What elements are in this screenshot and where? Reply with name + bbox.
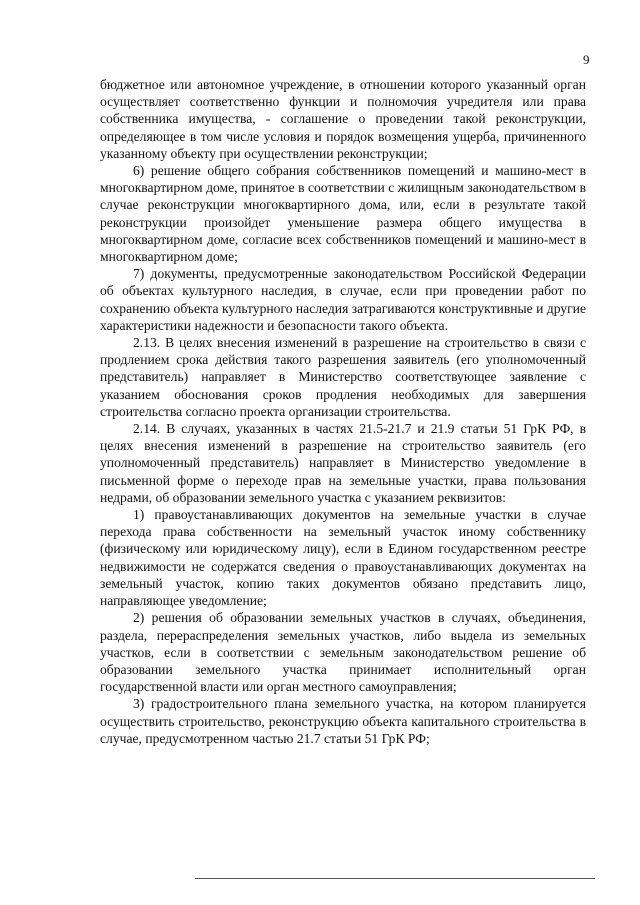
paragraph-2-13: 2.13. В целях внесения изменений в разрешение на строительство в связи с продлением срока действия такого разрешения заявитель (его уполномоченный представитель) направляет в Министерство соответствующее заявление с указанием обоснования сроков продления необходимых для завершения строительства согласно проекта организации строительства. <box>100 335 586 419</box>
paragraph-subitem-2: 2) решения об образовании земельных участков в случаях, объединения, раздела, перераспределения земельных участков, либо выдела из земельных участков, если в соответствии с земельным законодательством решение об образовании земельного участка принимает исполнительный орган государственной власти или орган местного самоуправления; <box>100 610 586 695</box>
paragraph-subitem-3: 3) градостроительного плана земельного участка, на котором планируется осуществить строительство, реконструкцию объекта капитального строительства в случае, предусмотренном частью 21.7 статьи 51 ГрК РФ; <box>100 696 586 746</box>
footer-divider <box>195 878 595 879</box>
paragraph-subitem-1: 1) правоустанавливающих документов на земельные участки в случае перехода права собственности на земельный участок иному собственнику (физическому или юридическому лицу), если в Едином государственном реестре недвижимости не содержатся сведения о правоустанавливающих документах на земельный участок, копию таких документов обязано представить лицо, направляющее уведомление; <box>100 507 586 609</box>
paragraph-item-6: 6) решение общего собрания собственников помещений и машино-мест в многоквартирном доме, принятое в соответствии с жилищным законодательством в случае реконструкции многоквартирного дома, или, если в результате такой реконструкции произойдет уменьшение размера общего имущества в многоквартирном доме, согласие всех собственников помещений и машино-мест в многоквартирном доме; <box>100 163 586 265</box>
paragraph-continuation: бюджетное или автономное учреждение, в отношении которого указанный орган осуществляет соответственно функции и полномочия учредителя или права собственника имущества, - соглашение о проведении такой реконструкции, определяющее в том числе условия и порядок возмещения ущерба, причиненного указанному объекту при осуществлении реконструкции; <box>100 77 586 161</box>
paragraph-2-14: 2.14. В случаях, указанных в частях 21.5-21.7 и 21.9 статьи 51 ГрК РФ, в целях внесения изменений в разрешение на строительство заявитель (его уполномоченный представитель) направляет в Министерство уведомление в письменной форме о переходе прав на земельные участки, права пользования недрами, об образовании земельного участка с указанием реквизитов: <box>100 421 586 505</box>
page-number: 9 <box>583 52 590 67</box>
document-body <box>100 76 586 747</box>
paragraph-item-7: 7) документы, предусмотренные законодательством Российской Федерации об объектах культурного наследия, в случае, если при проведении работ по сохранению объекта культурного наследия затрагиваются конструктивные и другие характеристики надежности и безопасности такого объекта. <box>100 266 586 333</box>
